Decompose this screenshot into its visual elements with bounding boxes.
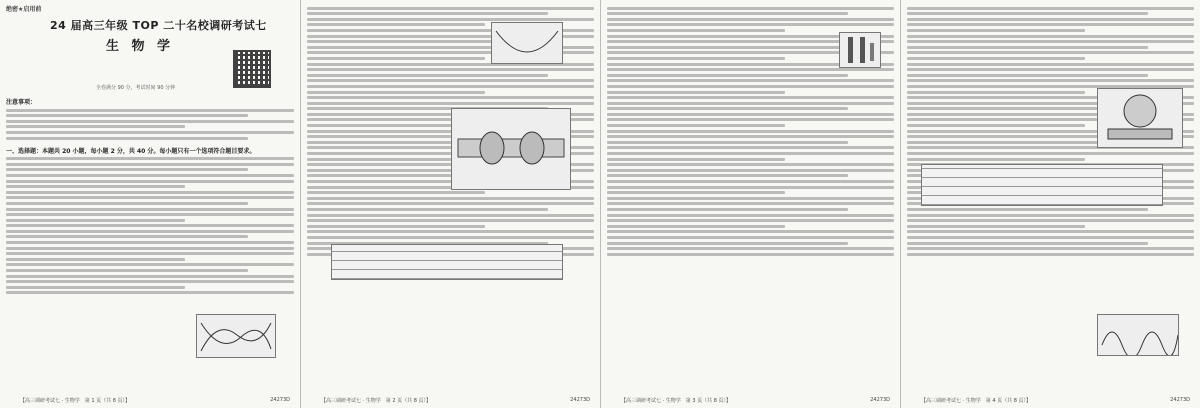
page-column-3: [600, 0, 900, 408]
page-footer: 【高三调研考试七 · 生物学 第 4 页（共 8 页）】 24273D: [921, 397, 1190, 404]
question-block: [6, 157, 294, 294]
curve-figure: [196, 314, 276, 358]
qr-code-icon: [233, 50, 271, 88]
page-footer: 【高三调研考试七 · 生物学 第 1 页（共 8 页）】 24273D: [20, 397, 290, 404]
page-footer: 【高三调研考试七 · 生物学 第 3 页（共 8 页）】 24273D: [621, 397, 890, 404]
page-footer: 【高三调研考试七 · 生物学 第 2 页（共 8 页）】 24273D: [321, 397, 590, 404]
page-column-2: [300, 0, 600, 408]
subject-title: 生 物 学: [106, 39, 175, 54]
data-table: [331, 244, 563, 280]
wave-figure: [1097, 314, 1179, 356]
chromosome-figure: [839, 32, 881, 68]
page-column-4: [900, 0, 1200, 408]
notice-heading: 注意事项：: [6, 99, 37, 106]
exam-meta: 全卷满分 90 分，考试时间 90 分钟: [96, 85, 176, 91]
page-column-1: [0, 0, 300, 408]
membrane-figure: [451, 108, 571, 190]
section-one-heading: 一、选择题：本题共 20 小题，每小题 2 分，共 40 分。每小题只有一个选项符合题目要求。: [6, 147, 256, 155]
data-table: [921, 164, 1163, 206]
curve-figure-2: [491, 22, 563, 64]
exam-title: 24 届高三年级 TOP 二十名校调研考试七: [50, 19, 267, 32]
notice-text: [6, 109, 294, 140]
confidential-note: 绝密★启用前: [6, 6, 42, 13]
synapse-figure: [1097, 88, 1183, 148]
